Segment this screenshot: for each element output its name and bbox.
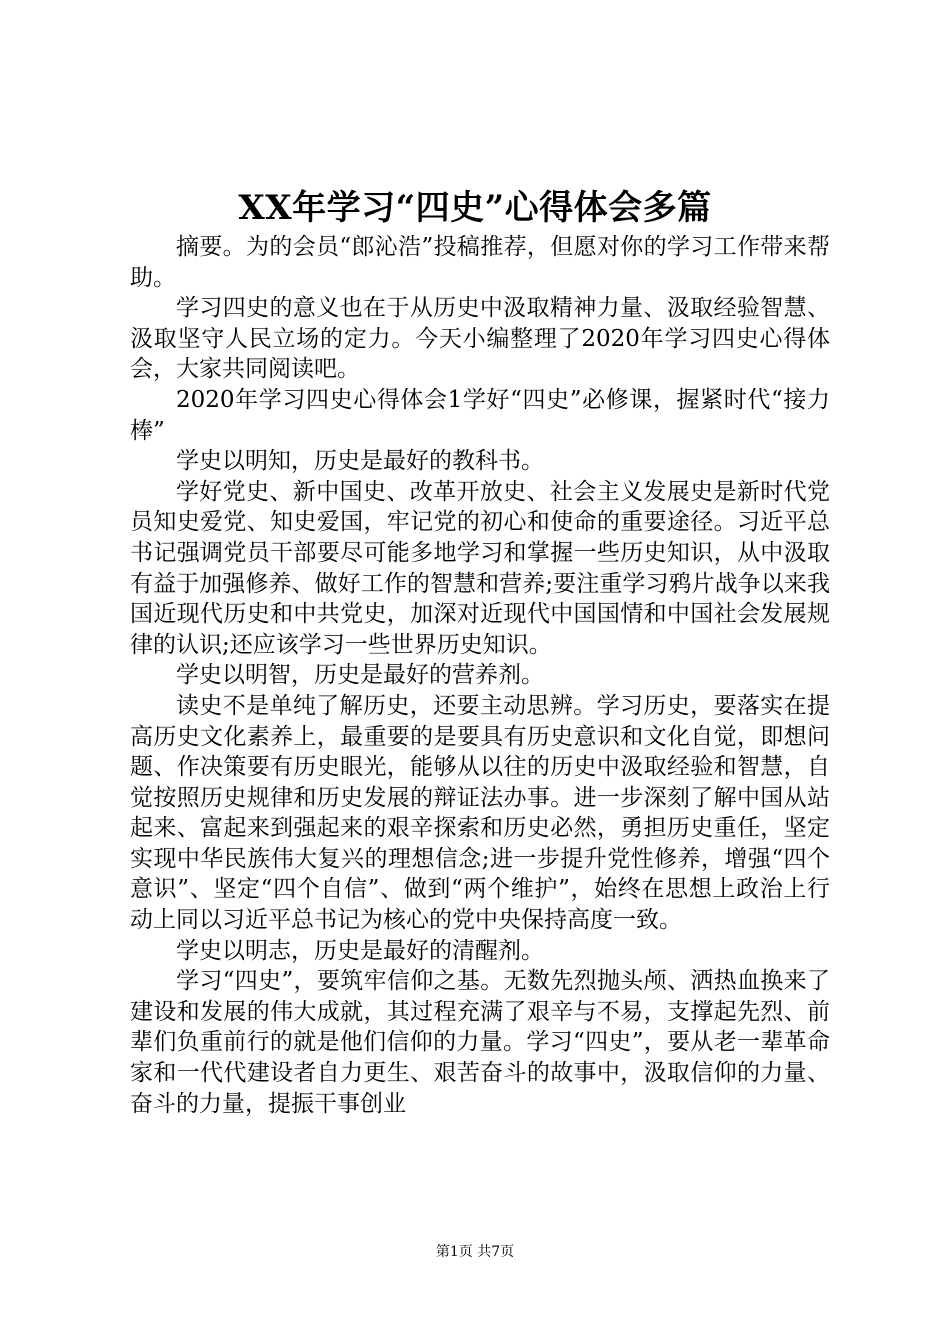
paragraph-body-1: 学好党史、新中国史、改革开放史、社会主义发展史是新时代党员知史爱党、知史爱国，牢记党的初心和使命的重要途径。习近平总书记强调党员干部要尽可能多地学习和掌握一些历史知识，从中汲取有益于加强修养、做好工作的智慧和营养;要注重学习鸦片战争以来我国近现代历史和中共党史，加深对近现代中国国情和中国社会发展规律的认识;还应该学习一些世界历史知识。: [130, 478, 830, 658]
paragraph-section-heading: 2020年学习四史心得体会1学好“四史”必修课，握紧时代“接力棒”: [130, 386, 830, 444]
document-title: XX年学习“四史”心得体会多篇: [238, 188, 712, 228]
document-body: [130, 232, 830, 1119]
paragraph-subheading-1: 学史以明知，历史是最好的教科书。: [176, 448, 544, 475]
paragraph-abstract: 摘要。为的会员“郎沁浩”投稿推荐，但愿对你的学习工作带来帮助。: [130, 234, 830, 291]
page-footer: 第1页 共7页: [435, 1244, 515, 1260]
paragraph-body-3: 学习“四史”，要筑牢信仰之基。无数先烈抛头颅、洒热血换来了建设和发展的伟大成就，其过程充满了艰辛与不易，支撑起先烈、前辈们负重前行的就是他们信仰的力量。学习“四史”，要从老一辈革命家和一代代建设者自力更生、艰苦奋斗的故事中，汲取信仰的力量、奋斗的力量，提振干事创业: [130, 968, 830, 1117]
paragraph-intro: 学习四史的意义也在于从历史中汲取精神力量、汲取经验智慧、汲取坚守人民立场的定力。今天小编整理了2020年学习四史心得体会，大家共同阅读吧。: [130, 295, 830, 383]
paragraph-subheading-3: 学史以明志，历史是最好的清醒剂。: [176, 937, 544, 964]
paragraph-body-2: 读史不是单纯了解历史，还要主动思辨。学习历史，要落实在提高历史文化素养上，最重要的是要具有历史意识和文化自觉，即想问题、作决策要有历史眼光，能够从以往的历史中汲取经验和智慧，自觉按照历史规律和历史发展的辩证法办事。进一步深刻了解中国从站起来、富起来到强起来的艰辛探索和历史必然，勇担历史重任，坚定实现中华民族伟大复兴的理想信念;进一步提升党性修养，增强“四个意识”、坚定“四个自信”、做到“两个维护”，始终在思想上政治上行动上同以习近平总书记为核心的党中央保持高度一致。: [130, 692, 830, 934]
paragraph-subheading-2: 学史以明智，历史是最好的营养剂。: [176, 662, 544, 689]
